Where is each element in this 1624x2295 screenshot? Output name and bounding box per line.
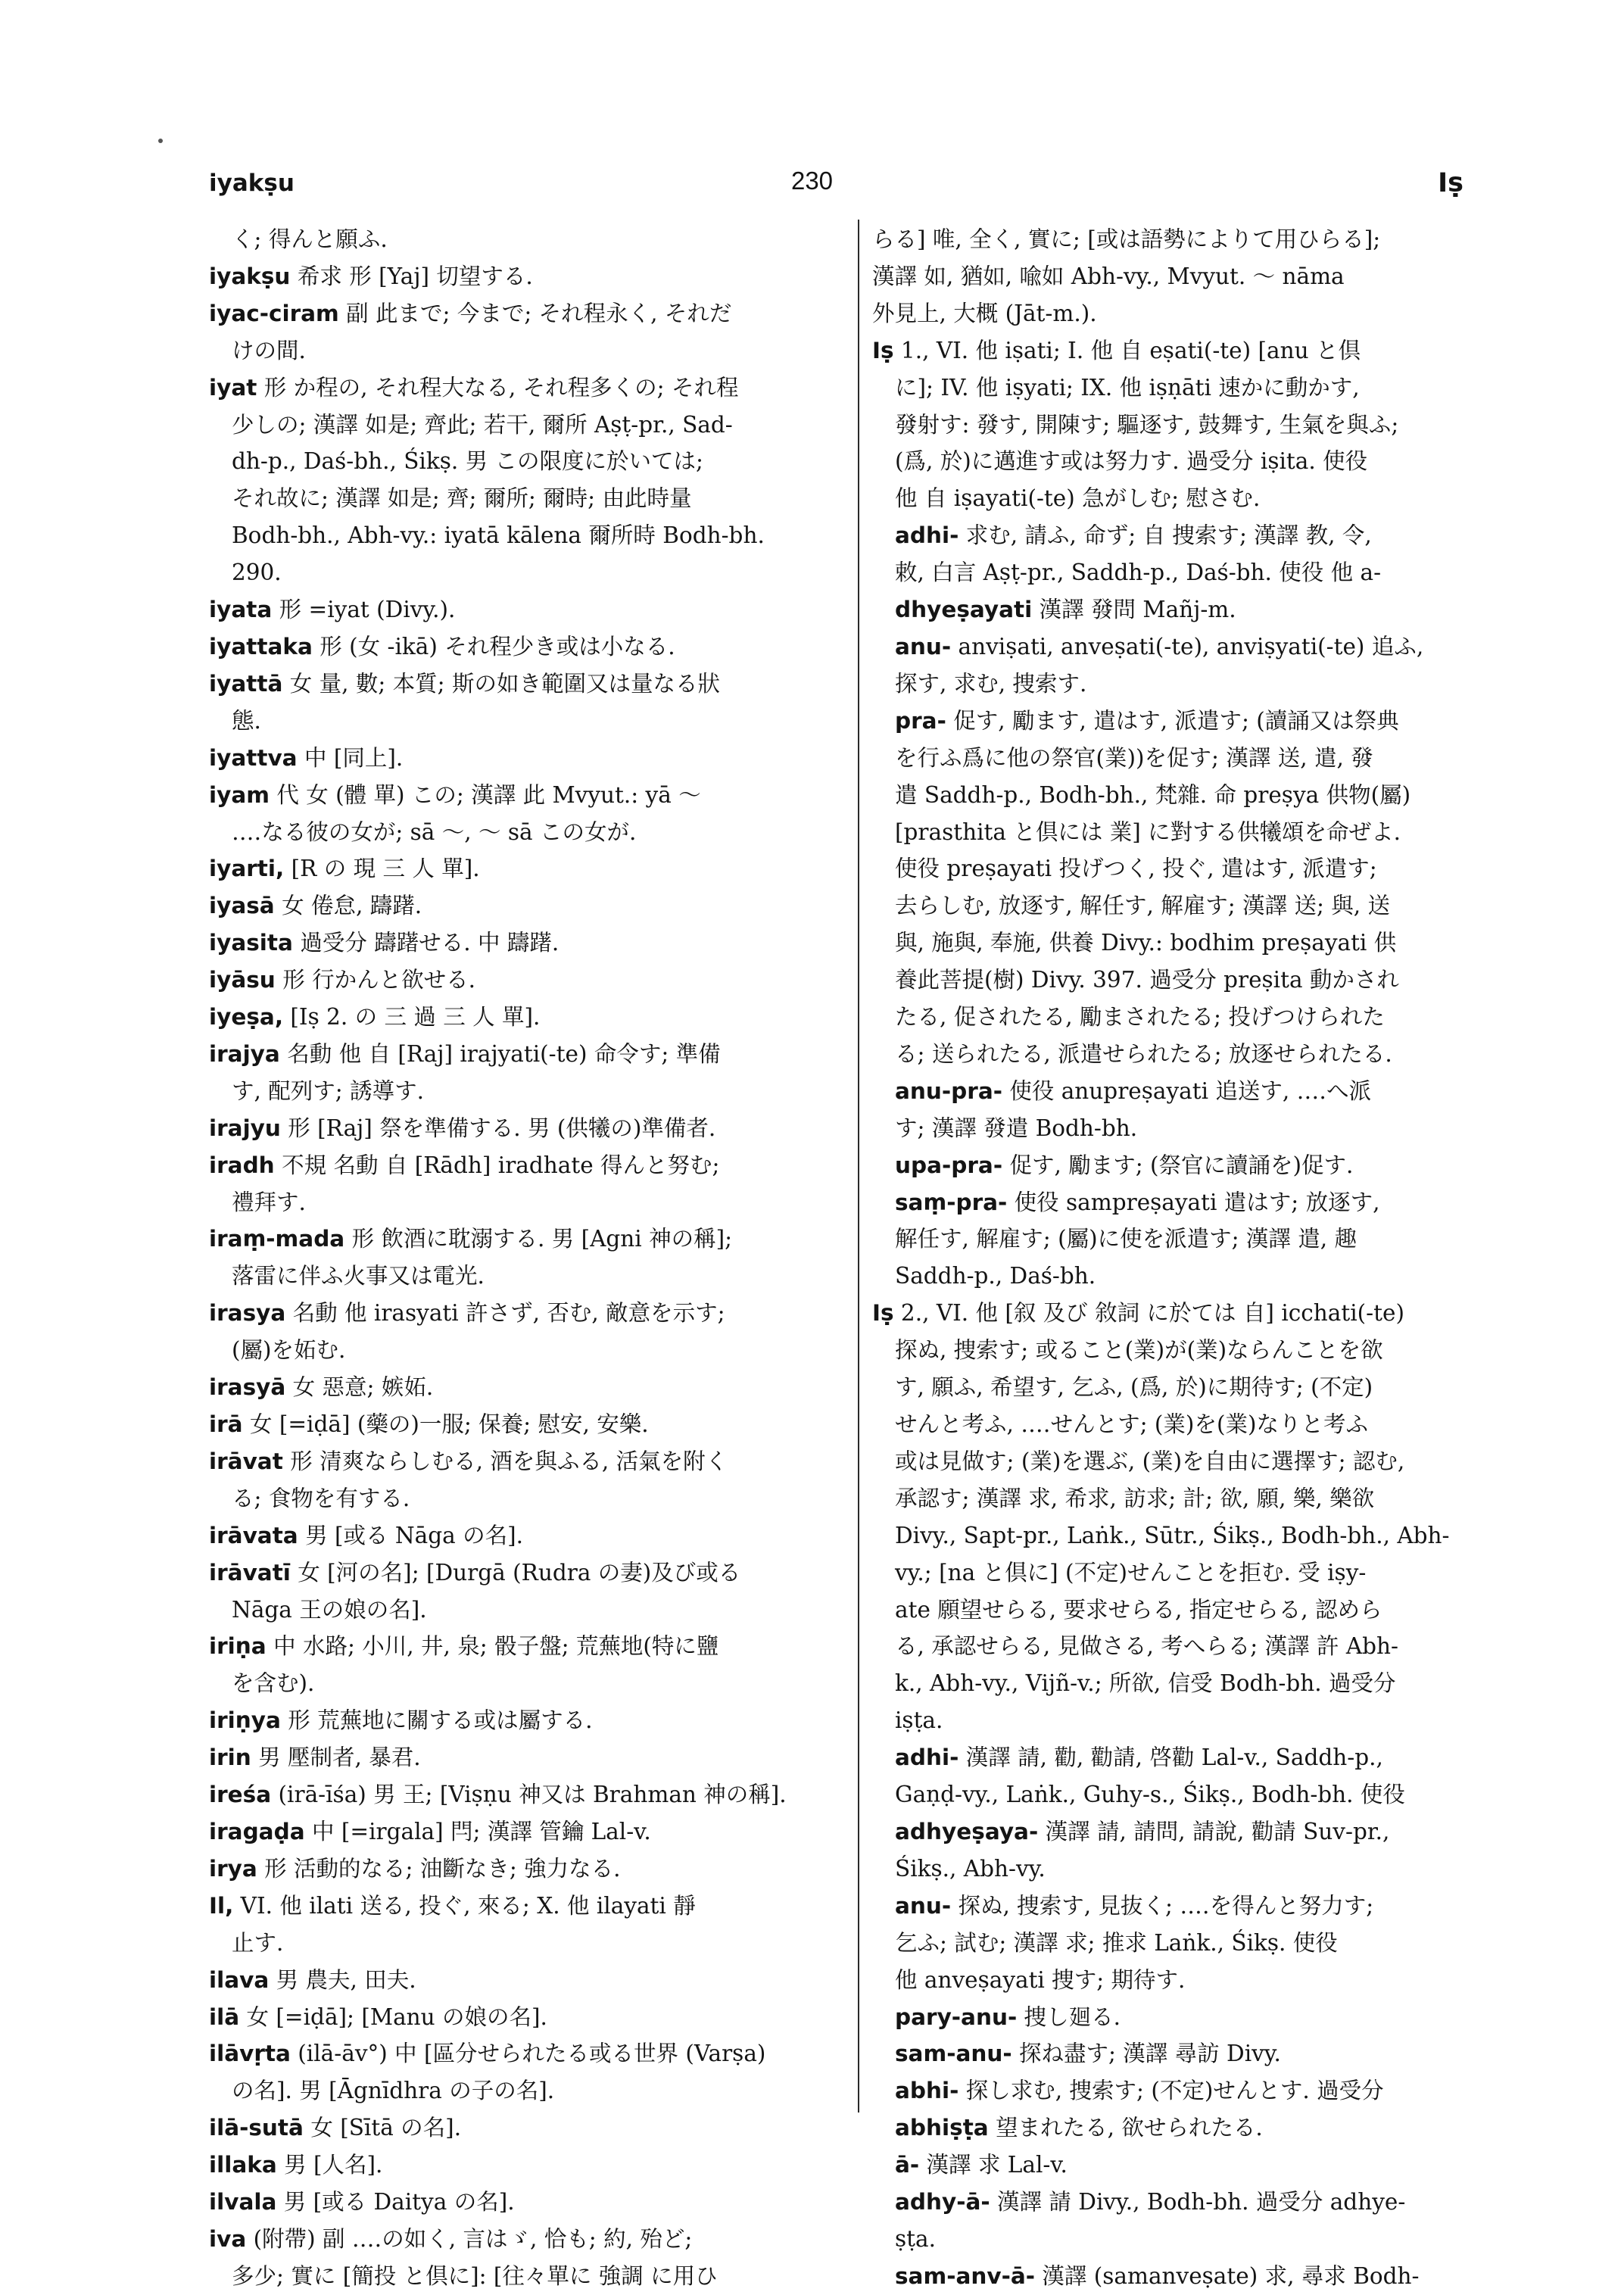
headword: iva xyxy=(209,2225,247,2252)
dictionary-line xyxy=(872,962,1517,999)
definition-text: 女 量, 數; 本質; 斯の如き範圍又は量なる狀 xyxy=(282,670,721,697)
dictionary-line xyxy=(209,1147,854,1184)
definition-text: iṣṭa. xyxy=(895,1707,943,1734)
definition-text: 女 [河の名]; [Durgā (Rudra の妻)及び或る xyxy=(290,1559,741,1586)
headword: sam-anu- xyxy=(895,2041,1012,2067)
dictionary-line xyxy=(209,999,854,1036)
definition-text: 過受分 躊躇せる. 中 躊躇. xyxy=(292,930,560,956)
definition-text: 形 荒蕪地に關する或は屬する. xyxy=(280,1707,593,1734)
column-divider xyxy=(858,220,859,2113)
definition-text: 承認す; 漢譯 求, 希求, 訪求; 計; 欲, 願, 樂, 樂欲 xyxy=(895,1485,1375,1511)
dictionary-line xyxy=(209,1184,854,1221)
headword: iriṇya xyxy=(209,1707,281,1734)
dictionary-line xyxy=(209,1851,854,1888)
dictionary-line xyxy=(872,1110,1517,1147)
definition-text: 探し求む, 捜索す; (不定)せんとす. 過受分 xyxy=(959,2078,1384,2104)
definition-text: ate 願望せらる, 要求せらる, 指定せらる, 認めら xyxy=(895,1596,1382,1623)
dictionary-line xyxy=(209,740,854,777)
definition-text: Nāga 王の娘の名]. xyxy=(232,1596,427,1623)
dictionary-line xyxy=(209,1962,854,1999)
dictionary-line xyxy=(209,814,854,851)
definition-text: 形 清爽ならしむる, 酒を與ふる, 活氣を附く xyxy=(282,1448,728,1474)
headword: iyasita xyxy=(209,930,293,956)
dictionary-line xyxy=(209,1999,854,2036)
dictionary-line xyxy=(872,480,1517,517)
headword: irā xyxy=(209,1411,243,1437)
definition-text: 漢譯 如, 猶如, 喩如 Abh-vy., Mvyut. 〜 nāma xyxy=(872,263,1345,289)
definition-text: 養此菩提(樹) Divy. 397. 過受分 preṣita 動かされ xyxy=(895,967,1399,993)
dictionary-line xyxy=(209,2109,854,2147)
dictionary-line xyxy=(209,2147,854,2184)
dictionary-line xyxy=(209,1073,854,1110)
definition-text: けの間. xyxy=(232,337,306,363)
headword: upa-pra- xyxy=(895,1152,1003,1178)
dictionary-line xyxy=(209,258,854,295)
headword: irin xyxy=(209,1745,251,1771)
definition-text: [prasthita と倶には 業] に對する供犧頌を命ぜよ. xyxy=(895,819,1401,845)
headword: iyattva xyxy=(209,744,298,771)
headword: sam-anv-ā- xyxy=(895,2262,1035,2289)
headword: illaka xyxy=(209,2152,277,2178)
headword: dhyeṣayati xyxy=(895,597,1033,623)
dictionary-line xyxy=(209,628,854,666)
dictionary-line xyxy=(872,1443,1517,1480)
dictionary-line xyxy=(209,443,854,480)
dictionary-line xyxy=(872,1851,1517,1888)
definition-text: 女 惡意; 嫉妬. xyxy=(285,1374,434,1401)
definition-text: す, 配列す; 誘導す. xyxy=(232,1077,424,1104)
dictionary-line xyxy=(872,517,1517,554)
definition-text: 男 農夫, 田夫. xyxy=(269,1966,416,1993)
headword: abhiṣṭa xyxy=(895,2115,989,2141)
dictionary-line xyxy=(209,1406,854,1443)
right-column xyxy=(872,221,1517,2295)
dictionary-line xyxy=(209,591,854,628)
dictionary-line xyxy=(872,1776,1517,1813)
definition-text: 中 水路; 小川, 井, 泉; 骰子盤; 荒蕪地(特に鹽 xyxy=(266,1633,719,1660)
dictionary-line xyxy=(872,443,1517,480)
definition-text: (屬)を妬む. xyxy=(232,1337,346,1364)
definition-text: 形 か程の, それ程大なる, それ程多くの; それ程 xyxy=(257,374,739,401)
headword: iyasā xyxy=(209,893,275,919)
dictionary-line xyxy=(872,1925,1517,1962)
definition-text: 漢譯 發問 Mañj-m. xyxy=(1032,597,1236,623)
dictionary-line xyxy=(209,1702,854,1739)
dictionary-line xyxy=(872,2184,1517,2221)
dictionary-line xyxy=(209,1665,854,1702)
dictionary-line xyxy=(209,1443,854,1480)
dictionary-line xyxy=(872,740,1517,777)
definition-text: る, 承認せらる, 見做さる, 考へらる; 漢譯 許 Abh- xyxy=(895,1633,1398,1660)
headword: irajya xyxy=(209,1040,280,1067)
definition-text: (irā-īśa) 男 王; [Viṣṇu 神又は Brahman 神の稱]. xyxy=(271,1782,787,1808)
dictionary-line xyxy=(209,1888,854,1925)
definition-text: vy.; [na と倶に] (不定)せんことを拒む. 受 iṣy- xyxy=(895,1559,1367,1586)
definition-text: Bodh-bh., Abh-vy.: iyatā kālena 爾所時 Bodh-bh. xyxy=(232,522,765,549)
headword: iyattaka xyxy=(209,633,313,660)
definition-text: 副 此まで; 今まで; それ程永く, それだ xyxy=(338,300,732,326)
definition-text: 男 [或る Nāga の名]. xyxy=(298,1522,523,1548)
dictionary-line xyxy=(872,258,1517,295)
dictionary-line xyxy=(872,1702,1517,1739)
dictionary-line xyxy=(872,370,1517,407)
definition-text: VI. 他 ilati 送る, 投ぐ, 來る; X. 他 ilayati 靜 xyxy=(233,1892,696,1919)
definition-text: 他 自 iṣayati(-te) 急がしむ; 慰さむ. xyxy=(895,485,1261,512)
dictionary-line xyxy=(872,1888,1517,1925)
definition-text: 形 =iyat (Divy.). xyxy=(272,597,456,623)
headword: adhi- xyxy=(895,522,959,549)
headword: irasyā xyxy=(209,1374,286,1401)
headword: iyam xyxy=(209,781,270,808)
definition-text: 促す, 勵ます; (祭官に讀誦を)促す. xyxy=(1002,1152,1354,1178)
dictionary-line xyxy=(209,2184,854,2221)
running-head-left: iyakṣu xyxy=(209,170,295,197)
dictionary-line xyxy=(872,2109,1517,2147)
headword: iyac-ciram xyxy=(209,300,339,326)
definition-text: Śikṣ., Abh-vy. xyxy=(895,1855,1046,1882)
dictionary-line xyxy=(209,1258,854,1295)
headword: ilāvṛta xyxy=(209,2041,291,2067)
headword: abhi- xyxy=(895,2078,959,2104)
dictionary-line xyxy=(209,2035,854,2072)
dictionary-line xyxy=(209,1036,854,1073)
headword: iyāsu xyxy=(209,967,276,993)
headword: iradh xyxy=(209,1152,275,1178)
headword: irya xyxy=(209,1855,257,1882)
dictionary-line xyxy=(209,517,854,554)
definition-text: k., Abh-vy., Vijñ-v.; 所欲, 信受 Bodh-bh. 過受分 xyxy=(895,1670,1396,1697)
definition-text: それ故に; 漢譯 如是; 齊; 爾所; 爾時; 由此時量 xyxy=(232,485,692,512)
dictionary-line xyxy=(872,703,1517,740)
dictionary-line xyxy=(872,887,1517,925)
dictionary-line xyxy=(209,2072,854,2109)
definition-text: 男 [或る Daitya の名]. xyxy=(276,2189,515,2215)
definition-text: 男 [人名]. xyxy=(276,2152,383,2178)
dictionary-line xyxy=(872,850,1517,887)
definition-text: 探ぬ, 捜索す, 見抜く; ‥‥を得んと努力す; xyxy=(951,1892,1374,1919)
definition-text: 中 [同上]. xyxy=(297,744,404,771)
dictionary-line xyxy=(209,407,854,444)
definition-text: 中 [=irgala] 閂; 漢譯 管鑰 Lal-v. xyxy=(304,1818,651,1844)
dictionary-line xyxy=(872,1073,1517,1110)
dictionary-line xyxy=(209,1221,854,1258)
definition-text: 使役 anupreṣayati 追送す, ‥‥へ派 xyxy=(1002,1077,1372,1104)
dictionary-line xyxy=(872,591,1517,628)
definition-text: 女 倦怠, 躊躇. xyxy=(274,893,422,919)
definition-text: 漢譯 (samanveṣate) 求, 尋求 Bodh- xyxy=(1034,2262,1420,2289)
headword: anu- xyxy=(895,1892,952,1919)
definition-text: 探ね盡す; 漢譯 尋訪 Divy. xyxy=(1011,2041,1281,2067)
headword: saṃ-pra- xyxy=(895,1189,1008,1215)
definition-text: 女 [=iḍā] (藥の)一服; 保養; 慰安, 安樂. xyxy=(242,1411,649,1437)
headword: iyarti, xyxy=(209,856,285,882)
definition-text: 外見上, 大概 (Jāt-m.). xyxy=(872,300,1097,326)
dictionary-line xyxy=(209,1925,854,1962)
definition-text: 代 女 (體 單) この; 漢譯 此 Mvyut.: yā 〜 xyxy=(270,781,701,808)
definition-text: たる, 促されたる, 勵まされたる; 投げつけられた xyxy=(895,1004,1385,1031)
headword: ilava xyxy=(209,1966,270,1993)
definition-text: Gaṇḍ-vy., Laṅk., Guhy-s., Śikṣ., Bodh-bh. 使役 xyxy=(895,1782,1405,1808)
dictionary-line xyxy=(209,703,854,740)
headword: ilvala xyxy=(209,2189,277,2215)
definition-text: 促す, 勵ます, 遣はす, 派遣す; (讀誦又は祭典 xyxy=(946,707,1399,734)
dictionary-line xyxy=(872,1592,1517,1629)
dictionary-line xyxy=(872,295,1517,332)
definition-text: る; 送られたる, 派遣せられたる; 放逐せられたる. xyxy=(895,1040,1392,1067)
definition-text: 多少; 實に [簡投 と倶に]: [往々單に 強調 に用ひ xyxy=(232,2262,718,2289)
headword: pra- xyxy=(895,707,946,734)
definition-text: 乞ふ; 試む; 漢譯 求; 推求 Laṅk., Śikṣ. 使役 xyxy=(895,1929,1338,1956)
definition-text: [R の 現 三 人 單]. xyxy=(284,856,480,882)
dictionary-line xyxy=(872,2035,1517,2072)
definition-text: す, 願ふ, 希望す, 乞ふ, (爲, 於)に期待す; (不定) xyxy=(895,1374,1373,1401)
definition-text: 他 anveṣayati 捜す; 期待す. xyxy=(895,1966,1186,1993)
dictionary-line xyxy=(872,1739,1517,1776)
definition-text: 2., VI. 他 [叙 及び 敘詞 に於ては 自] icchati(-te) xyxy=(893,1300,1404,1327)
headword: Il, xyxy=(209,1892,234,1919)
dictionary-line xyxy=(872,407,1517,444)
definition-text: 女 [Sītā の名]. xyxy=(303,2115,462,2141)
dictionary-line xyxy=(872,1480,1517,1517)
dictionary-line xyxy=(872,1184,1517,1221)
dictionary-line xyxy=(209,370,854,407)
headword: iyata xyxy=(209,597,273,623)
dictionary-line xyxy=(872,814,1517,851)
dictionary-line xyxy=(872,1813,1517,1851)
definition-text: ‥‥なる彼の女が; sā 〜, 〜 sā この女が. xyxy=(232,819,637,845)
dictionary-line xyxy=(209,1813,854,1851)
definition-text: 少しの; 漢譯 如是; 齊此; 若干, 爾所 Aṣṭ-pr., Sad- xyxy=(232,411,733,438)
headword: ā- xyxy=(895,2152,920,2178)
definition-text: (ilā-āv°) 中 [區分せられたる或る世界 (Varṣa) xyxy=(290,2041,766,2067)
headword: ilā-sutā xyxy=(209,2115,304,2141)
definition-text: 敕, 白言 Aṣṭ-pr., Saddh-p., Daś-bh. 使役 他 a- xyxy=(895,560,1382,586)
headword: ilā xyxy=(209,2003,240,2030)
dictionary-line xyxy=(872,2258,1517,2295)
dictionary-line xyxy=(872,777,1517,814)
headword: iraṃ-mada xyxy=(209,1226,345,1252)
definition-text: を行ふ爲に他の祭官(業))を促す; 漢譯 送, 遣, 發 xyxy=(895,744,1373,771)
definition-text: 漢譯 求 Lal-v. xyxy=(919,2152,1068,2178)
dictionary-line xyxy=(872,1962,1517,1999)
dictionary-line xyxy=(209,666,854,703)
dictionary-line xyxy=(872,221,1517,258)
dictionary-line xyxy=(872,1628,1517,1665)
definition-text: 止す. xyxy=(232,1929,284,1956)
definition-text: 漢譯 請, 勸, 勸請, 啓勸 Lal-v., Saddh-p., xyxy=(959,1745,1383,1771)
definition-text: 名動 他 自 [Raj] irajyati(-te) 命令す; 準備 xyxy=(279,1040,721,1067)
definition-text: Divy., Sapt-pr., Laṅk., Sūtr., Śikṣ., Bodh-bh., Abh- xyxy=(895,1522,1450,1548)
definition-text: 禮拜す. xyxy=(232,1189,306,1215)
dictionary-line xyxy=(209,1332,854,1369)
dictionary-line xyxy=(872,1036,1517,1073)
definition-text: 態. xyxy=(232,707,261,734)
dictionary-line xyxy=(209,962,854,999)
dictionary-line xyxy=(209,2258,854,2295)
definition-text: 漢譯 請 Divy., Bodh-bh. 過受分 adhye- xyxy=(990,2189,1406,2215)
definition-text: 形 行かんと欲せる. xyxy=(275,967,475,993)
definition-text: 去らしむ, 放逐す, 解任す, 解雇す; 漢譯 送; 與, 送 xyxy=(895,893,1391,919)
definition-text: dh-p., Daś-bh., Śikṣ. 男 この限度に於いては; xyxy=(232,448,703,475)
dictionary-line xyxy=(872,1665,1517,1702)
definition-text: 捜し廻る. xyxy=(1017,2003,1121,2030)
dictionary-line xyxy=(872,925,1517,962)
dictionary-line xyxy=(872,1258,1517,1295)
definition-text: (爲, 於)に邁進す或は努力す. 過受分 iṣita. 使役 xyxy=(895,448,1368,475)
definition-text: に]; IV. 他 iṣyati; IX. 他 iṣṇāti 速かに動かす, xyxy=(895,374,1360,401)
dictionary-line xyxy=(209,554,854,591)
dictionary-line xyxy=(209,1592,854,1629)
dictionary-line xyxy=(872,1147,1517,1184)
headword: iriṇa xyxy=(209,1633,267,1660)
definition-text: 與, 施與, 奉施, 供養 Divy.: bodhim preṣayati 供 xyxy=(895,930,1397,956)
definition-text: 漢譯 請, 請問, 請說, 勸請 Suv-pr., xyxy=(1038,1818,1390,1844)
definition-text: 希求 形 [Yaj] 切望する. xyxy=(290,263,533,289)
headword: adhi- xyxy=(895,1745,959,1771)
dictionary-line xyxy=(872,1406,1517,1443)
dictionary-line xyxy=(209,1369,854,1406)
headword: iyakṣu xyxy=(209,263,291,289)
definition-text: 形 (女 -ikā) それ程少き或は小なる. xyxy=(312,633,675,660)
dictionary-line xyxy=(209,850,854,887)
headword: Iṣ xyxy=(872,337,894,363)
headword: pary-anu- xyxy=(895,2003,1018,2030)
scan-speck xyxy=(158,139,163,143)
definition-text: 或は見做す; (業)を選ぶ, (業)を自由に選擇す; 認む, xyxy=(895,1448,1405,1474)
dictionary-line xyxy=(209,295,854,332)
dictionary-line xyxy=(209,221,854,258)
definition-text: 形 [Raj] 祭を準備する. 男 (供犧の)準備者. xyxy=(280,1115,716,1141)
definition-text: 不規 名動 自 [Rādh] iradhate 得んと努む; xyxy=(274,1152,720,1178)
headword: iyattā xyxy=(209,670,283,697)
definition-text: 形 飲酒に耽溺する. 男 [Agni 神の稱]; xyxy=(344,1226,733,1252)
dictionary-line xyxy=(872,999,1517,1036)
dictionary-line xyxy=(209,777,854,814)
dictionary-line xyxy=(209,1776,854,1813)
headword: adhy-ā- xyxy=(895,2189,990,2215)
left-column xyxy=(209,221,854,2295)
definition-text: く; 得んと願ふ. xyxy=(232,226,388,252)
headword: iyat xyxy=(209,374,257,401)
dictionary-line xyxy=(872,1554,1517,1592)
definition-text: 落雷に伴ふ火事又は電光. xyxy=(232,1263,485,1289)
dictionary-line xyxy=(209,1739,854,1776)
definition-text: 使役 sampreṣayati 遣はす; 放逐す, xyxy=(1007,1189,1380,1215)
headword: anu-pra- xyxy=(895,1077,1002,1104)
definition-text: 使役 preṣayati 投げつく, 投ぐ, 遣はす, 派遣す; xyxy=(895,856,1377,882)
definition-text: を含む). xyxy=(232,1670,315,1697)
definition-text: [Iṣ 2. の 三 過 三 人 單]. xyxy=(283,1004,541,1031)
definition-text: 解任す, 解雇す; (屬)に使を派遣す; 漢譯 遣, 趣 xyxy=(895,1226,1357,1252)
definition-text: す; 漢譯 發遣 Bodh-bh. xyxy=(895,1115,1138,1141)
headword: adhyeṣaya- xyxy=(895,1818,1039,1844)
definition-text: 遣 Saddh-p., Bodh-bh., 梵雜. 命 preṣya 供物(屬) xyxy=(895,781,1411,808)
dictionary-line xyxy=(209,2221,854,2258)
dictionary-line xyxy=(872,2221,1517,2258)
dictionary-line xyxy=(209,480,854,517)
headword: ireśa xyxy=(209,1782,272,1808)
dictionary-line xyxy=(872,628,1517,666)
definition-text: 探す, 求む, 捜索す. xyxy=(895,670,1087,697)
dictionary-line xyxy=(872,1332,1517,1369)
dictionary-line xyxy=(872,1295,1517,1332)
definition-text: 發射す: 發す, 開陳す; 驅逐す, 鼓舞す, 生氣を與ふ; xyxy=(895,411,1399,438)
dictionary-line xyxy=(872,332,1517,370)
headword: iragaḍa xyxy=(209,1818,305,1844)
definition-text: 探ぬ, 捜索す; 或ること(業)が(業)ならんことを欲 xyxy=(895,1337,1383,1364)
definition-text: の名]. 男 [Āgnīdhra の子の名]. xyxy=(232,2078,555,2104)
headword: irajyu xyxy=(209,1115,281,1141)
definition-text: 1., VI. 他 iṣati; I. 他 自 eṣati(-te) [anu と倶 xyxy=(893,337,1361,363)
dictionary-line xyxy=(209,925,854,962)
dictionary-line xyxy=(209,1517,854,1554)
definition-text: 望まれたる, 欲せられたる. xyxy=(988,2115,1263,2141)
dictionary-line xyxy=(872,2072,1517,2109)
dictionary-line xyxy=(209,1295,854,1332)
dictionary-line xyxy=(209,1628,854,1665)
running-head-right: Iṣ xyxy=(1438,168,1463,198)
headword: Iṣ xyxy=(872,1300,894,1327)
dictionary-line xyxy=(209,332,854,370)
definition-text: る; 食物を有する. xyxy=(232,1485,410,1511)
dictionary-line xyxy=(872,1369,1517,1406)
dictionary-line xyxy=(872,1999,1517,2036)
headword: anu- xyxy=(895,633,952,660)
definition-text: 名動 他 irasyati 許さず, 否む, 敵意を示す; xyxy=(285,1300,725,1327)
definition-text: 形 活動的なる; 油斷なき; 強力なる. xyxy=(257,1855,621,1882)
definition-text: 女 [=iḍā]; [Manu の娘の名]. xyxy=(239,2003,547,2030)
headword: irāvatī xyxy=(209,1559,291,1586)
definition-text: 男 壓制者, 暴君. xyxy=(251,1745,421,1771)
definition-text: せんと考ふ, ‥‥せんとす; (業)を(業)なりと考ふ xyxy=(895,1411,1368,1437)
dictionary-line xyxy=(872,666,1517,703)
page-number: 230 xyxy=(790,167,834,195)
dictionary-line xyxy=(209,1480,854,1517)
definition-text: 290. xyxy=(232,560,282,586)
headword: irasya xyxy=(209,1300,286,1327)
dictionary-line xyxy=(209,887,854,925)
dictionary-line xyxy=(209,1110,854,1147)
definition-text: ṣṭa. xyxy=(895,2225,936,2252)
dictionary-line xyxy=(872,554,1517,591)
dictionary-line xyxy=(872,2147,1517,2184)
dictionary-line xyxy=(872,1517,1517,1554)
definition-text: Saddh-p., Daś-bh. xyxy=(895,1263,1096,1289)
headword: iyeṣa, xyxy=(209,1004,284,1031)
definition-text: anviṣati, anveṣati(-te), anviṣyati(-te) 追ふ, xyxy=(951,633,1424,660)
definition-text: らる] 唯, 全く, 實に; [或は語勢によりて用ひらる]; xyxy=(872,226,1381,252)
dictionary-line xyxy=(209,1554,854,1592)
definition-text: 求む, 請ふ, 命ず; 自 捜索す; 漢譯 教, 令, xyxy=(959,522,1372,549)
page-header xyxy=(0,162,1624,207)
definition-text: (附帶) 副 ‥‥の如く, 言はゞ, 恰も; 約, 殆ど; xyxy=(246,2225,693,2252)
dictionary-line xyxy=(872,1221,1517,1258)
headword: irāvata xyxy=(209,1522,298,1548)
headword: irāvat xyxy=(209,1448,283,1474)
